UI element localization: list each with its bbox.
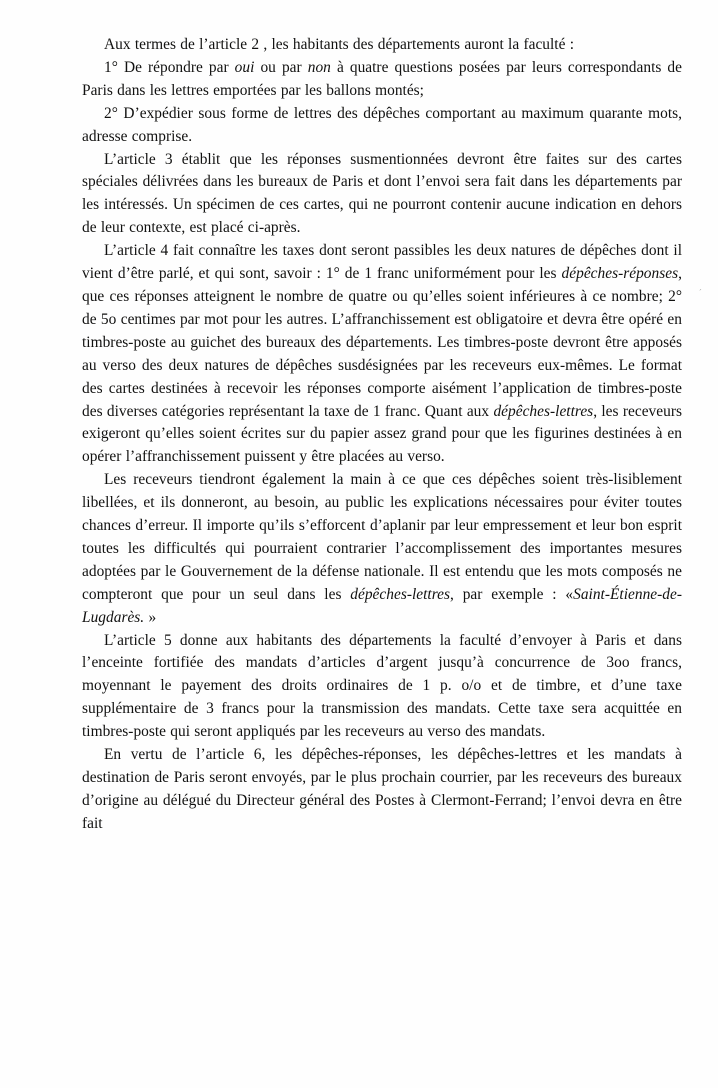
text-run: , les receveurs exigeront qu’elles soient écrites sur du papier assez grand pour que les figurines destinées à en opérer l’affranchissement puissent y être placées au verso. (82, 402, 682, 466)
text-run: En vertu de l’article 6, les dépêches-réponses, les dépêches-lettres et les mandats à destination de Paris seront envoyés, par le plus prochain courrier, par les receveurs des bureaux d’origine au délégué du Directeur général des Postes à Clermont-Ferrand; l’envoi devra en être fait (82, 746, 682, 832)
italic-phrase: dépêches-lettres (493, 402, 594, 420)
text-run: , par exemple : « (450, 585, 574, 603)
italic-phrase: dépêches-lettres (350, 585, 451, 603)
text-run: ou par (254, 58, 308, 76)
italic-phrase: Saint-Étienne-de-Lugdarès. (82, 585, 682, 626)
text-run: L’article 3 établit que les réponses susmentionnées devront être faites sur des cartes spéciales délivrées dans les bureaux de Paris et dont l’envoi sera fait dans les départements par les intéressés. Un spécimen de ces cartes, qui ne pourront contenir aucune indication en dehors de leur contexte, est placé ci-après. (82, 150, 682, 237)
italic-phrase: oui (234, 58, 255, 76)
margin-ink-speck-icon: ´ (699, 288, 702, 297)
text-run: , que ces réponses atteignent le nombre de quatre ou qu’elles soient inférieures à ce nombre; 2° de 5o centimes par mot pour les autres. L’affranchissement est obligatoire et devra être opéré en timbres-poste au guichet des bureaux des départements. Les timbres-poste devront être apposés au verso des deux natures de dépêches susdésignées par les receveurs eux-mêmes. Le format des cartes destinées à recevoir les réponses comporte aisément l’application de timbres-poste des diverses catégories représentant la taxe de 1 franc. Quant aux (82, 265, 682, 420)
text-run: Les receveurs tiendront également la main à ce que ces dépêches soient très-lisiblement libellées, et ils donneront, au besoin, au public les explications nécessaires pour éviter toutes chances d’erreur. Il importe qu’ils s’efforcent d’aplanir par leur empressement et leur bon esprit toutes les difficultés qui pourraient contrarier l’accomplissement des importantes mesures adoptées par le Gouvernement de la défense nationale. Il est entendu que les mots composés ne compteront que pour un seul dans les (82, 471, 682, 603)
text-run: L’article 4 fait connaître les taxes dont seront passibles les deux natures de dépêches dont il vient d’être parlé, et qui sont, savoir : 1° de 1 franc uniformément pour les (82, 242, 682, 283)
paragraph-article-6 (82, 744, 682, 836)
italic-phrase: non (307, 58, 331, 76)
paragraph-item-2 (82, 103, 682, 149)
text-run: L’article 5 donne aux habitants des départements la faculté d’envoyer à Paris et dans l’enceinte fortifiée des mandats d’articles d’argent jusqu’à concurrence de 3oo francs, moyennant le payement des droits ordinaires de 1 p. o/o et de timbre, et d’une taxe supplémentaire de 3 francs pour la transmission des mandats. Cette taxe sera acquittée en timbres-poste qui seront appliqués par les receveurs au verso des mandats. (82, 631, 682, 741)
text-run: 1° De répondre par (104, 58, 235, 76)
paragraph-article-4 (82, 240, 682, 469)
italic-phrase: dépêches-réponses (561, 265, 679, 283)
paragraph-article-2-intro (82, 34, 682, 57)
paragraph-article-5 (82, 630, 682, 745)
text-run: à quatre questions posées par leurs correspondants de Paris dans les lettres emportées par les ballons montés; (82, 58, 682, 99)
paragraph-item-1 (82, 57, 682, 103)
text-run: » (144, 608, 157, 626)
text-run: Aux termes de l’article 2 , les habitants des départements auront la faculté : (104, 36, 575, 53)
page-text-block (82, 34, 682, 836)
text-run: 2° D’expédier sous forme de lettres des dépêches comportant au maximum quarante mots, adresse comprise. (82, 104, 682, 145)
paragraph-receveurs (82, 469, 682, 629)
paragraph-article-3 (82, 149, 682, 241)
